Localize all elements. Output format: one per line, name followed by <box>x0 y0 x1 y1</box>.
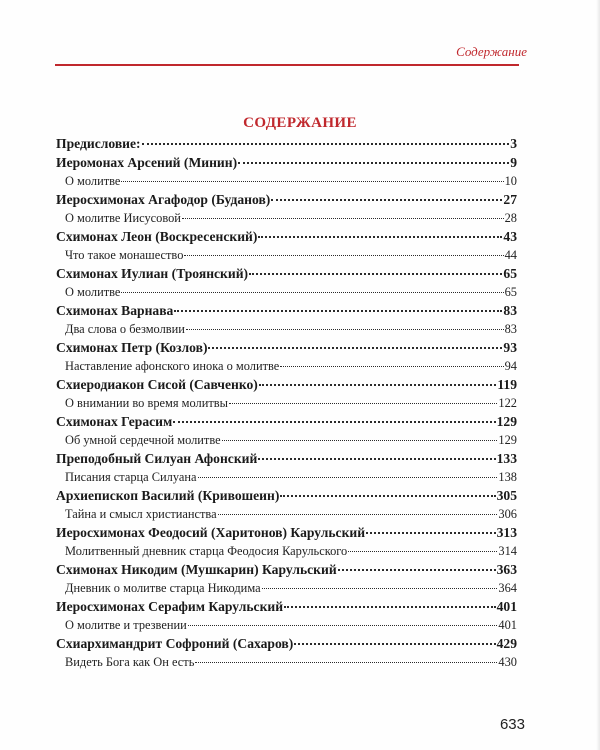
toc-entry-label: Схимонах Никодим (Мушкарин) Карульский <box>56 561 337 577</box>
toc-entry <box>56 487 517 506</box>
toc-entry-label: Предисловие: <box>56 136 141 151</box>
toc-subentry <box>56 209 517 228</box>
toc-entry-page: 119 <box>497 376 517 392</box>
toc-entry <box>56 413 517 432</box>
toc-entry <box>56 635 517 654</box>
dot-leader <box>188 625 498 626</box>
toc-entry <box>56 598 517 617</box>
running-header: Содержание <box>456 44 527 59</box>
toc-entry <box>56 524 517 543</box>
toc-entry <box>56 376 517 395</box>
toc-entry-label: Схимонах Варнава <box>56 302 174 318</box>
dot-leader <box>229 403 497 404</box>
toc-entry-label: О молитве Иисусовой <box>65 211 181 225</box>
toc-entry-page: 401 <box>496 598 517 614</box>
toc-entry-page: 138 <box>498 470 517 484</box>
dot-leader <box>280 366 503 367</box>
dot-leader <box>195 662 497 663</box>
toc-entry-page: 9 <box>510 154 517 170</box>
dot-leader <box>338 569 496 571</box>
toc-subentry <box>56 357 517 376</box>
dot-leader <box>294 643 495 645</box>
toc-entry-page: 43 <box>503 228 517 244</box>
toc-entry-page: 44 <box>504 248 517 262</box>
toc-entry-label: Иеросхимонах Серафим Карульский <box>56 598 284 614</box>
toc-entry-label: Два слова о безмолвии <box>65 322 185 336</box>
toc-entry-label: Наставление афонского инока о молитве <box>65 359 280 373</box>
dot-leader <box>121 292 503 293</box>
toc-entry <box>56 339 517 358</box>
toc-entry-label: Тайна и смысл христианства <box>65 507 217 521</box>
dot-leader <box>262 588 498 589</box>
dot-leader <box>173 421 495 423</box>
toc-entry-label: Схимонах Петр (Козлов) <box>56 339 208 355</box>
toc-entry-label: Схимонах Леон (Воскресенский) <box>56 228 258 244</box>
toc-subentry <box>56 468 517 487</box>
toc-entry <box>56 302 517 321</box>
toc-subentry <box>56 246 517 265</box>
toc-entry-page: 430 <box>498 655 517 669</box>
dot-leader <box>348 551 497 552</box>
dot-leader <box>271 199 502 201</box>
toc-entry-page: 10 <box>504 174 517 188</box>
toc-entry-label: Схиеродиакон Сисой (Савченко) <box>56 376 258 392</box>
dot-leader <box>259 384 497 386</box>
toc-subentry <box>56 283 517 302</box>
toc-entry <box>56 228 517 247</box>
dot-leader <box>182 218 504 219</box>
toc-entry-label: Видеть Бога как Он есть <box>65 655 195 669</box>
toc-entry-page: 364 <box>498 581 517 595</box>
dot-leader <box>238 162 509 164</box>
toc-entry-label: Преподобный Силуан Афонский <box>56 450 258 466</box>
dot-leader <box>280 495 495 497</box>
toc-entry <box>56 561 517 580</box>
toc-entry <box>56 154 517 173</box>
dot-leader <box>284 606 496 608</box>
toc-title: СОДЕРЖАНИЕ <box>243 115 357 131</box>
toc-subentry <box>56 579 517 598</box>
dot-leader <box>174 310 502 312</box>
toc-entry-page: 429 <box>496 635 517 651</box>
toc-entry-label: Молитвенный дневник старца Феодосия Карульского <box>65 544 348 558</box>
toc-entry-label: Схиархимандрит Софроний (Сахаров) <box>56 635 294 651</box>
toc-entry <box>56 135 517 154</box>
toc-entry-page: 83 <box>504 322 517 336</box>
toc-entry-page: 133 <box>496 450 517 466</box>
dot-leader <box>218 514 498 515</box>
toc-entry-page: 94 <box>504 359 517 373</box>
toc-entry-label: Схимонах Герасим <box>56 413 173 429</box>
dot-leader <box>222 440 498 441</box>
toc-entry-label: Архиепископ Василий (Кривошеин) <box>56 487 280 503</box>
toc-entry-page: 93 <box>503 339 517 355</box>
toc-entry-page: 65 <box>503 265 517 281</box>
toc-entry-page: 314 <box>498 544 517 558</box>
page-number: 633 <box>499 716 525 733</box>
toc-entry-page: 65 <box>504 285 517 299</box>
dot-leader <box>198 477 498 478</box>
page-edge-shadow <box>596 0 600 750</box>
toc-entry-label: Писания старца Силуана <box>65 470 197 484</box>
header-rule <box>55 64 519 66</box>
dot-leader <box>249 273 502 275</box>
table-of-contents <box>56 135 517 672</box>
dot-leader <box>208 347 502 349</box>
toc-entry-page: 28 <box>504 211 517 225</box>
toc-entry-page: 129 <box>498 433 517 447</box>
toc-entry-label: О молитве <box>65 285 121 299</box>
toc-entry <box>56 450 517 469</box>
toc-subentry <box>56 616 517 635</box>
dot-leader <box>184 255 503 256</box>
toc-entry-label: Об умной сердечной молитве <box>65 433 221 447</box>
toc-entry-page: 305 <box>496 487 517 503</box>
toc-entry-label: Иеросхимонах Феодосий (Харитонов) Карульский <box>56 524 366 540</box>
toc-entry-label: О молитве и трезвении <box>65 618 187 632</box>
toc-subentry <box>56 431 517 450</box>
toc-entry-label: О внимании во время молитвы <box>65 396 228 410</box>
toc-entry-label: Иеросхимонах Агафодор (Буданов) <box>56 191 271 207</box>
toc-entry-page: 122 <box>498 396 517 410</box>
toc-entry-page: 401 <box>498 618 517 632</box>
toc-subentry <box>56 394 517 413</box>
toc-subentry <box>56 542 517 561</box>
dot-leader <box>258 458 495 460</box>
toc-entry-page: 83 <box>503 302 517 318</box>
dot-leader <box>142 143 510 145</box>
toc-entry-page: 313 <box>496 524 517 540</box>
toc-entry-label: О молитве <box>65 174 121 188</box>
dot-leader <box>121 181 503 182</box>
toc-subentry <box>56 653 517 672</box>
toc-entry-page: 363 <box>496 561 517 577</box>
toc-entry-label: Дневник о молитве старца Никодима <box>65 581 261 595</box>
toc-entry-label: Схимонах Иулиан (Троянский) <box>56 265 249 281</box>
toc-entry <box>56 191 517 210</box>
toc-subentry <box>56 172 517 191</box>
toc-entry-page: 3 <box>510 136 517 151</box>
toc-entry-page: 27 <box>503 191 517 207</box>
toc-entry-label: Что такое монашество <box>65 248 184 262</box>
toc-entry <box>56 265 517 284</box>
toc-entry-page: 306 <box>498 507 517 521</box>
toc-subentry <box>56 505 517 524</box>
toc-entry-label: Иеромонах Арсений (Минин) <box>56 154 238 170</box>
dot-leader <box>258 236 502 238</box>
dot-leader <box>186 329 504 330</box>
dot-leader <box>366 532 496 534</box>
toc-subentry <box>56 320 517 339</box>
toc-entry-page: 129 <box>496 413 517 429</box>
